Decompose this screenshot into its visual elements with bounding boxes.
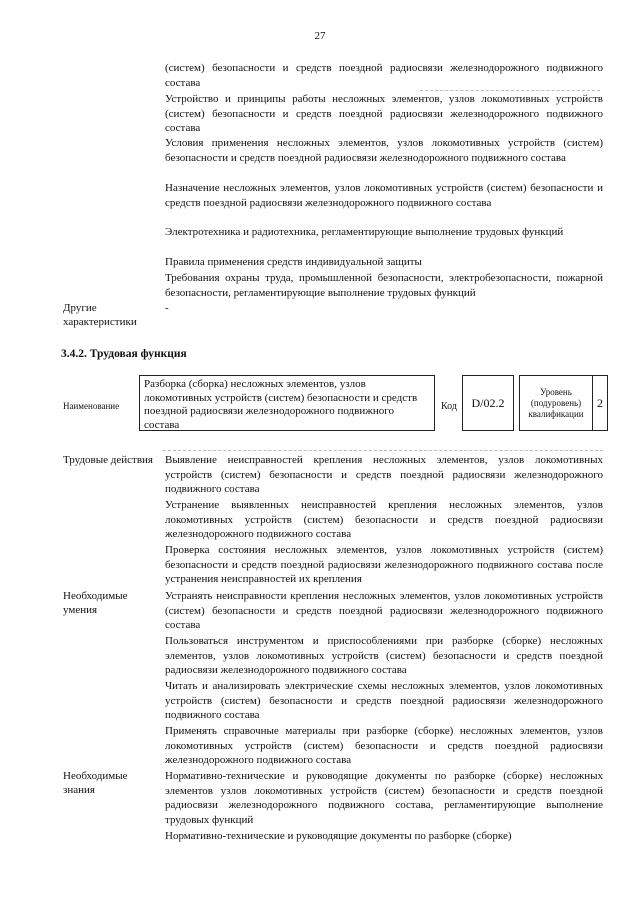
function-name: Разборка (сборка) несложных элементов, узлов локомотивных устройств (систем) безопасности и средств поездной радиосвязи железнодорожного подвижного состава: [139, 375, 435, 431]
scan-artifact: [420, 90, 600, 91]
labor-action-item: Устранение выявленных неисправностей крепления несложных элементов, узлов локомотивных устройств (систем) безопасности и средств поездной радиосвязи железнодорожного подвижного состава: [165, 499, 603, 541]
name-label: Наименование: [63, 401, 120, 411]
skill-item: Пользоваться инструментом и приспособлениями при разборке (сборке) несложных элементов, узлов локомотивных устройств (систем) безопасности и средств поездной радиосвязи железнодорожного подвижного состава: [165, 635, 603, 677]
code-label: Код: [441, 401, 457, 412]
labor-actions-label: Трудовые действия: [63, 454, 153, 466]
other-characteristics-value: -: [165, 302, 169, 314]
knowledge-item: Правила применения средств индивидуальной защиты: [165, 256, 422, 268]
knowledge-item: Условия применения несложных элементов, узлов локомотивных устройств (систем) безопасности и средств поездной радиосвязи железнодорожного подвижного состава: [165, 137, 603, 164]
knowledge-item: Требования охраны труда, промышленной безопасности, электробезопасности, пожарной безопасности, регламентирующие выполнение трудовых функций: [165, 272, 603, 299]
qualification-level-label: Уровень (подуровень) квалификации: [519, 375, 593, 431]
knowledge-item-continued: (систем) безопасности и средств поездной радиосвязи железнодорожного подвижного состава: [165, 62, 603, 89]
scan-artifact: [163, 450, 603, 451]
skill-item: Применять справочные материалы при разборке (сборке) несложных элементов, узлов локомотивных устройств (систем) безопасности и средств поездной радиосвязи железнодорожного подвижного состава: [165, 725, 603, 767]
qualification-level-value: 2: [592, 375, 608, 431]
knowledge-item: Назначение несложных элементов, узлов локомотивных устройств (систем) безопасности и средств поездной радиосвязи железнодорожного подвижного состава: [165, 182, 603, 209]
required-knowledge-label: Необходимые знания: [63, 770, 128, 796]
required-skills-label: Необходимые умения: [63, 590, 128, 616]
labor-action-item: Выявление неисправностей крепления несложных элементов, узлов локомотивных устройств (систем) безопасности и средств поездной радиосвязи железнодорожного подвижного состава: [165, 454, 603, 496]
knowledge-item: Электротехника и радиотехника, регламентирующие выполнение трудовых функций: [165, 226, 564, 238]
other-characteristics-label: Другие характеристики: [63, 302, 137, 328]
function-header: [61, 375, 606, 437]
page-number: 27: [314, 30, 326, 42]
knowledge-item: Устройство и принципы работы несложных элементов, узлов локомотивных устройств (систем) безопасности и средств поездной радиосвязи железнодорожного подвижного состава: [165, 93, 603, 135]
code-value: D/02.2: [462, 375, 514, 431]
section-heading: 3.4.2. Трудовая функция: [61, 348, 187, 360]
knowledge-item: Нормативно-технические и руководящие документы по разборке (сборке): [165, 830, 512, 842]
skill-item: Устранять неисправности крепления несложных элементов, узлов локомотивных устройств (систем) безопасности и средств поездной радиосвязи железнодорожного подвижного состава: [165, 590, 603, 632]
skill-item: Читать и анализировать электрические схемы несложных элементов, узлов локомотивных устройств (систем) безопасности и средств поездной радиосвязи железнодорожного подвижного состава: [165, 680, 603, 722]
knowledge-item: Нормативно-технические и руководящие документы по разборке (сборке) несложных элементов узлов локомотивных устройств (систем) безопасности и средств поездной радиосвязи железнодорожного подвижного состава, регламентирующие выполнение трудовых функций: [165, 770, 603, 826]
labor-action-item: Проверка состояния несложных элементов, узлов локомотивных устройств (систем) безопасности и средств поездной радиосвязи железнодорожного подвижного состава после устранения неисправностей их крепления: [165, 544, 603, 586]
